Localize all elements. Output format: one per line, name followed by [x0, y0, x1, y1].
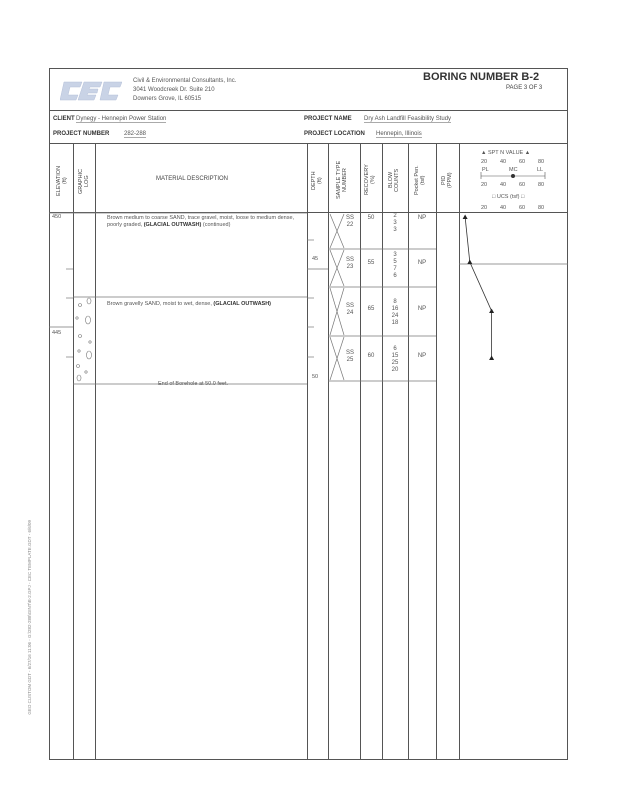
sample-id: SS 22	[345, 215, 354, 228]
spt-marker	[489, 309, 494, 314]
depth-50: 50	[312, 374, 319, 380]
elevation-445: 445	[52, 330, 62, 336]
recovery-header: RECOVERY (%)	[364, 164, 376, 196]
liquid-limit-label: LL	[537, 167, 544, 173]
sample-recovery: 50	[367, 215, 375, 221]
elevation-header: ELEVATION (ft)	[56, 165, 68, 197]
sample-id: SS 23	[345, 257, 354, 270]
mc-marker	[511, 174, 515, 178]
sample-type-header: SAMPLE TYPE NUMBER	[336, 160, 348, 200]
spt-n-plot	[463, 215, 494, 361]
elevation-450: 450	[52, 214, 62, 220]
spt-scale-bottom-80: 80	[538, 205, 545, 211]
sample-spoon-symbol	[330, 288, 344, 335]
depth-header: DEPTH (ft)	[311, 171, 323, 191]
spt-scale-mid-40: 40	[500, 182, 507, 188]
spt-scale-top-40: 40	[500, 159, 507, 165]
spt-scale-top-60: 60	[519, 159, 526, 165]
spt-scale-top-20: 20	[481, 159, 488, 165]
spt-marker	[489, 356, 494, 361]
moisture-content-label: MC	[509, 167, 518, 173]
spt-scale-bottom-20: 20	[481, 205, 488, 211]
sample-recovery: 65	[367, 306, 375, 312]
sample-recovery: 60	[367, 353, 375, 359]
spt-scale-top-80: 80	[538, 159, 545, 165]
graphic-log-pattern	[76, 298, 92, 381]
project-name-label: PROJECT NAME	[304, 116, 352, 122]
spt-marker	[463, 215, 468, 220]
material-description-header: MATERIAL DESCRIPTION	[156, 176, 229, 182]
spt-trend-line	[465, 217, 491, 358]
boring-title: BORING NUMBER B-2	[423, 71, 540, 83]
spt-scale-mid-60: 60	[519, 182, 526, 188]
sample-pocket-pen: NP	[417, 215, 427, 221]
client-label: CLIENT	[53, 116, 75, 122]
sample-blow-counts: 8 16 24 18	[391, 299, 399, 326]
plastic-limit-label: PL	[482, 167, 489, 173]
project-number-value: 282-288	[124, 131, 147, 137]
graphic-log-header: GRAPHIC LOG	[78, 168, 90, 194]
sample-pocket-pen: NP	[417, 353, 427, 359]
depth-45: 45	[312, 256, 319, 262]
sample-blow-counts: 3 5 7 6	[393, 252, 397, 279]
stratum-description-1: Brown medium to coarse SAND, trace gravel, moist, loose to medium dense, poorly graded, (GLACIAL OUTWASH) (continued)	[107, 215, 295, 228]
spt-scale-mid-80: 80	[538, 182, 545, 188]
project-location-label: PROJECT LOCATION	[304, 131, 365, 137]
sample-spoon-symbol	[330, 337, 344, 380]
spt-scale-bottom-60: 60	[519, 205, 526, 211]
sample-blow-counts: 2 3 3	[393, 213, 397, 233]
end-of-borehole-note: End of Borehole at 50.0 feet.	[158, 381, 229, 387]
pocket-pen-header: Pocket Pen. (tsf)	[414, 165, 426, 195]
project-location-value: Hennepin, Illinois	[376, 131, 422, 137]
template-footer-text: GEO CUSTOM GDT - 6/27/16 11:06 - G:\282-288\GINT\B-2.GPJ - CEC TEMPLATE.GDT - 6/6/09	[27, 520, 32, 715]
sample-pocket-pen: NP	[417, 306, 427, 312]
company-address-line2: Downers Grove, IL 60515	[133, 96, 202, 102]
project-number-label: PROJECT NUMBER	[53, 131, 110, 137]
sample-id: SS 25	[345, 350, 354, 363]
pid-header: PID (PPM)	[441, 172, 453, 188]
sample-recovery: 55	[367, 260, 375, 266]
stratum-description-2: Brown gravelly SAND, moist to wet, dense, (GLACIAL OUTWASH)	[107, 301, 272, 307]
sample-spoon-symbol	[330, 250, 344, 286]
spt-scale-mid-20: 20	[481, 182, 488, 188]
spt-scale-bottom-40: 40	[500, 205, 507, 211]
spt-n-value-label: ▲ SPT N VALUE ▲	[481, 150, 531, 156]
project-name-value: Dry Ash Landfill Feasibility Study	[364, 116, 452, 122]
company-name: Civil & Environmental Consultants, Inc.	[133, 78, 237, 84]
blow-counts-header: BLOW COUNTS	[388, 168, 400, 192]
spt-marker	[467, 260, 472, 265]
ucs-label: □ UCS (tsf) □	[492, 194, 525, 200]
sample-pocket-pen: NP	[417, 260, 427, 266]
sample-blow-counts: 6 15 25 20	[391, 346, 399, 373]
client-value: Dynegy - Hennepin Power Station	[76, 116, 167, 122]
company-address-line1: 3041 Woodcreek Dr. Suite 210	[133, 87, 215, 93]
page-number: PAGE 3 OF 3	[506, 85, 543, 91]
sample-spoon-symbol	[330, 214, 344, 248]
sample-id: SS 24	[345, 303, 354, 316]
